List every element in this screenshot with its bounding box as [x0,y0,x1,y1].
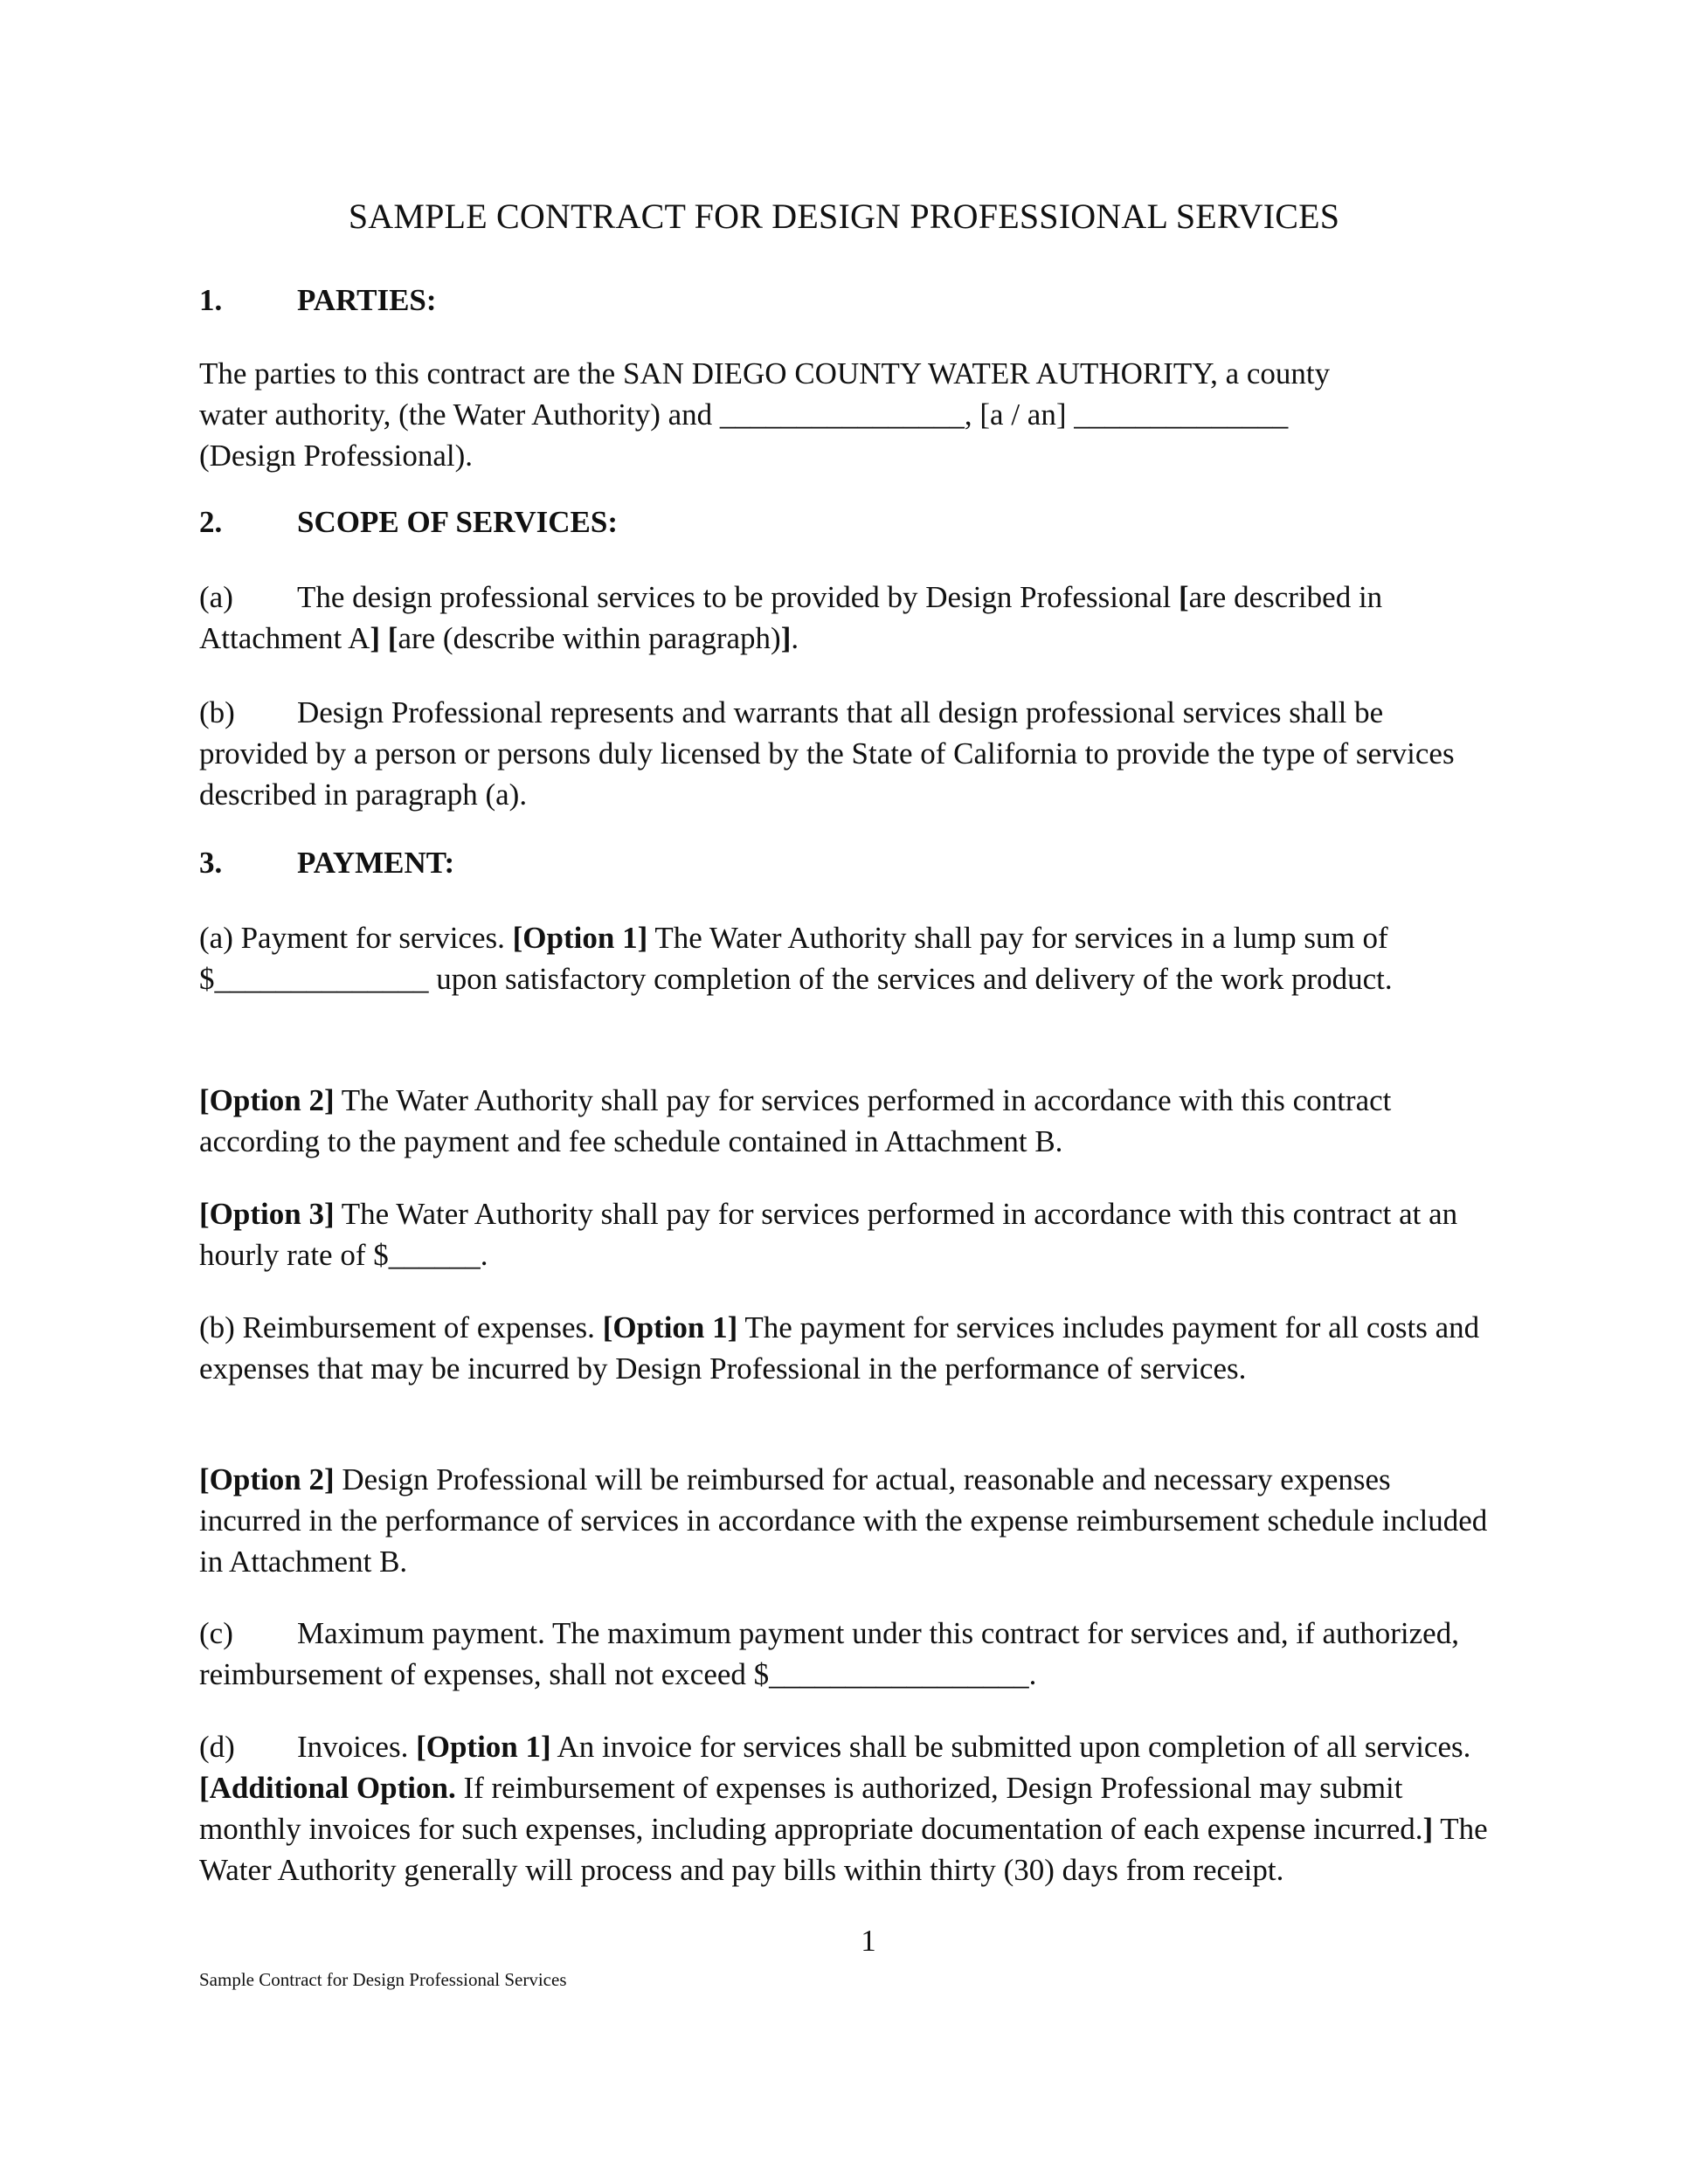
option-label: [Option 1] [512,921,648,955]
paragraph-text: The payment for services includes payment for all costs and expenses that may be incurred by Design Professional in the performance of services. [199,1310,1480,1386]
payment-paragraph-a [199,917,1492,999]
page-number: 1 [861,1924,876,1958]
paragraph-text: are described in Attachment A [199,580,1383,655]
option-label: [Option 1] [416,1730,551,1764]
document-title: SAMPLE CONTRACT FOR DESIGN PROFESSIONAL SERVICES [348,197,1340,236]
option-label: [Option 2] [199,1462,335,1496]
section-number: 2. [199,505,223,539]
payment-paragraph-c [199,1613,1492,1695]
payment-b-option-2 [199,1459,1492,1582]
paragraph-text: (b) Reimbursement of expenses. [199,1310,603,1344]
option-label: [Option 2] [199,1083,335,1117]
paragraph-text: The Water Authority generally will process and pay bills within thirty (30) days from receipt. [199,1812,1488,1887]
paragraph-text: are (describe within paragraph) [398,621,781,655]
paragraph-text: (a) Payment for services. [199,921,513,955]
payment-paragraph-b [199,1307,1492,1389]
option-label: [Option 1] [602,1310,738,1344]
scope-paragraph-a [199,577,1492,659]
paragraph-text: The design professional services to be provided by Design Professional [297,580,1179,614]
payment-option-3 [199,1193,1492,1275]
paragraph-label: (d) [199,1730,235,1764]
paragraph-text: The Water Authority shall pay for services performed in accordance with this contract at an hourly rate of $______. [199,1197,1458,1272]
paragraph-text: Invoices. [297,1730,417,1764]
paragraph-text: . [791,621,799,655]
paragraph-text: Design Professional will be reimbursed for actual, reasonable and necessary expenses incurred in the performance of services in accordance with the expense reimbursement schedule included in Attachment B. [199,1462,1488,1579]
paragraph-text: Maximum payment. The maximum payment under this contract for services and, if authorized, reimbursement of expenses, shall not exceed $_________________. [199,1616,1459,1691]
parties-paragraph [199,353,1492,476]
section-1-heading [199,280,437,321]
paragraph-text: An invoice for services shall be submitted upon completion of all services. [550,1730,1471,1764]
section-title: SCOPE OF SERVICES: [297,505,618,539]
paragraph-text: If reimbursement of expenses is authorized, Design Professional may submit monthly invoices for such expenses, including appropriate documentation of each expense incurred. [199,1771,1423,1846]
paragraph-text: The Water Authority shall pay for services in a lump sum of $______________ upon satisfactory completion of the services and delivery of the work product. [199,921,1393,996]
paragraph-label: (b) [199,695,235,729]
paragraph-label: (c) [199,1616,233,1650]
payment-option-2 [199,1080,1492,1162]
option-label: [Additional Option. [199,1771,456,1805]
section-number: 3. [199,846,223,880]
paragraph-label: (a) [199,580,233,614]
section-title: PARTIES: [297,283,437,317]
bracket: ] [ [370,621,398,655]
bracket: [ [1178,580,1189,614]
parties-line-3: (Design Professional). [199,439,474,473]
bracket: ] [1422,1812,1434,1846]
scope-paragraph-b [199,692,1492,815]
parties-line-2: water authority, (the Water Authority) and ________________, [a / an] ______________ [199,397,1289,432]
paragraph-text: Design Professional represents and warrants that all design professional services shall be provided by a person or persons duly licensed by the State of California to provide the type of services described in paragraph (a). [199,695,1455,812]
section-3-heading [199,842,454,884]
option-label: [Option 3] [199,1197,335,1231]
section-number: 1. [199,283,223,317]
page-footer: Sample Contract for Design Professional Services [199,1969,567,1990]
payment-paragraph-d [199,1726,1492,1890]
parties-line-1: The parties to this contract are the SAN DIEGO COUNTY WATER AUTHORITY, a county [199,356,1331,390]
section-title: PAYMENT: [297,846,455,880]
bracket: ] [780,621,792,655]
paragraph-text: The Water Authority shall pay for services performed in accordance with this contract according to the payment and fee schedule contained in Attachment B. [199,1083,1392,1158]
section-2-heading [199,501,618,543]
